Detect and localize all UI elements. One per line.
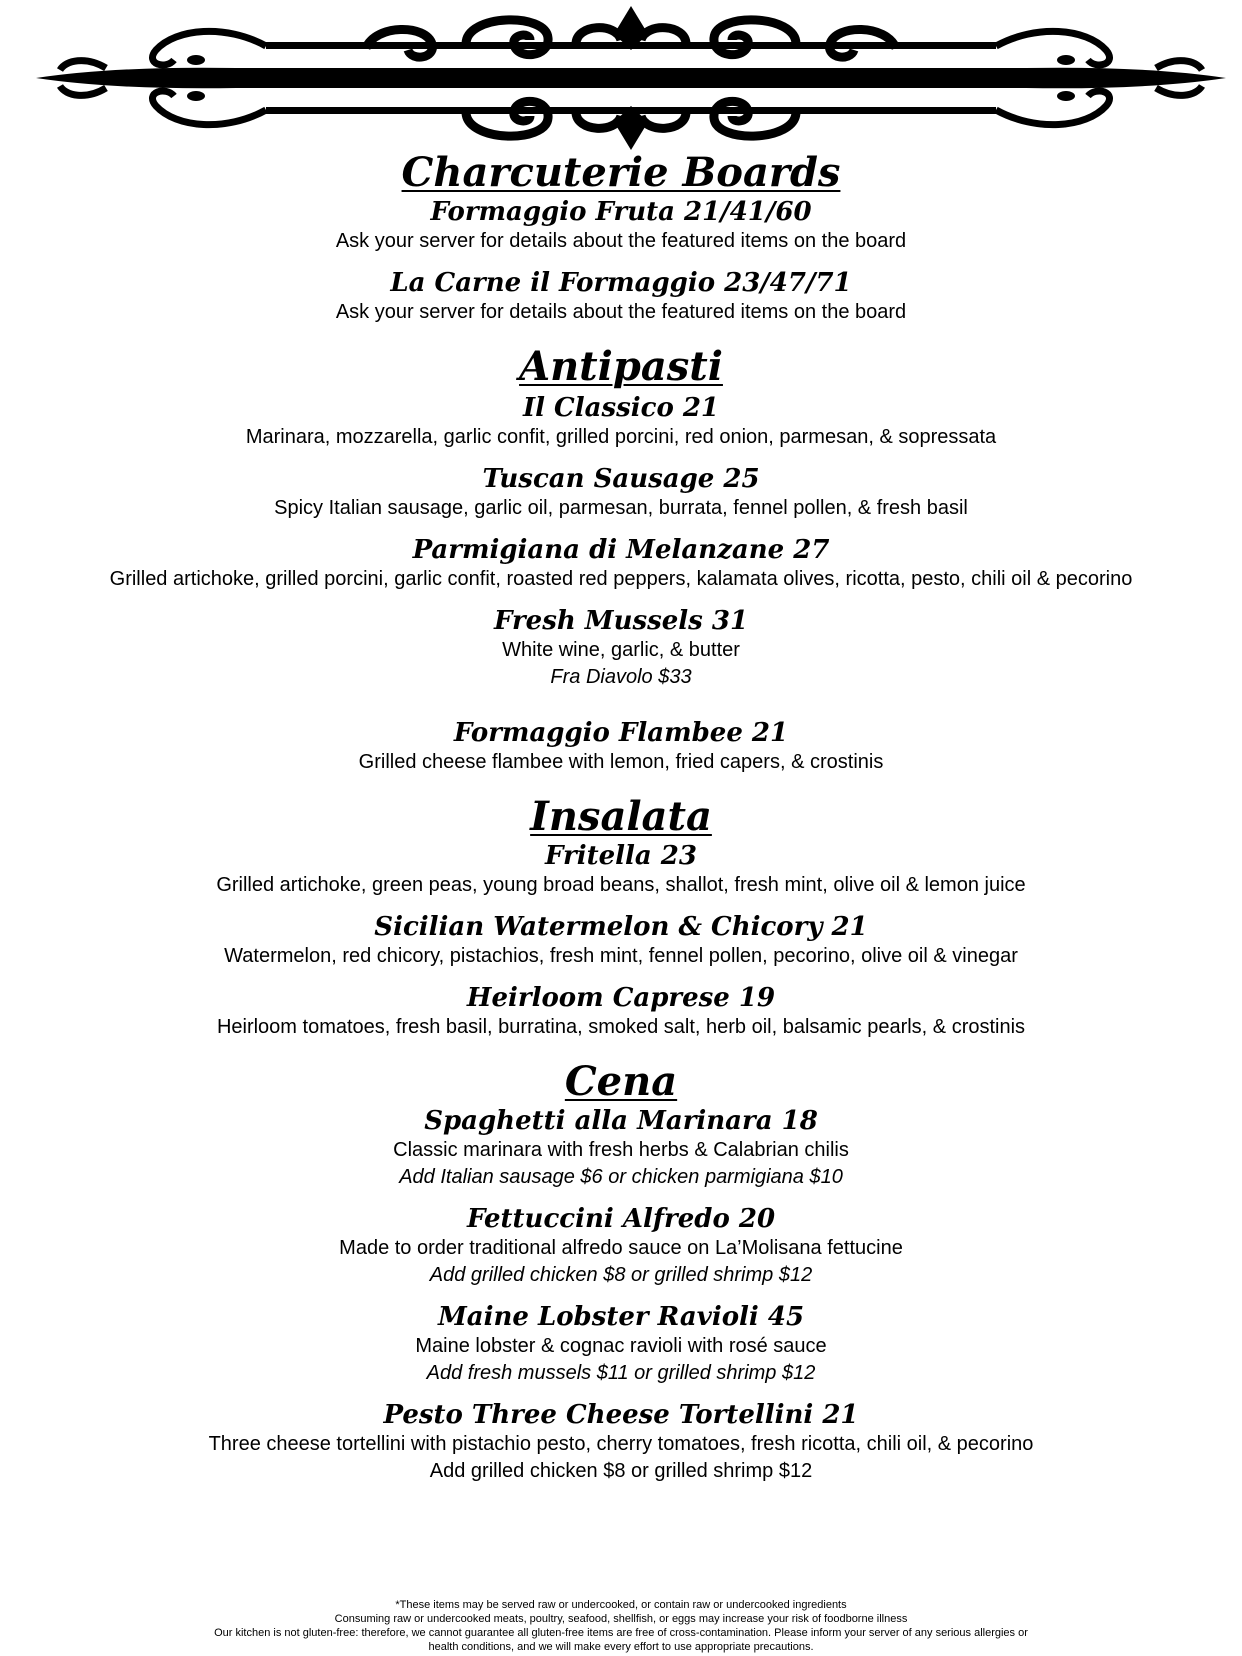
section-cena bbox=[0, 1059, 1242, 1485]
item-name: Il Classico 21 bbox=[522, 393, 720, 423]
footer-line: *These items may be served raw or undercooked, or contain raw or undercooked ingredients bbox=[395, 1599, 847, 1611]
menu-item bbox=[0, 840, 1242, 899]
scroll-ornament-icon bbox=[36, 4, 1226, 152]
item-description: Spicy Italian sausage, garlic oil, parmesan, burrata, fennel pollen, & fresh basil bbox=[274, 497, 968, 519]
item-addon: Fra Diavolo $33 bbox=[550, 666, 692, 688]
menu-item bbox=[0, 605, 1242, 691]
menu-item bbox=[0, 717, 1242, 776]
item-name: La Carne il Formaggio 23/47/71 bbox=[390, 268, 852, 298]
menu-item bbox=[0, 1301, 1242, 1387]
item-description: Three cheese tortellini with pistachio pesto, cherry tomatoes, fresh ricotta, chili oil, & pecorino bbox=[208, 1433, 1034, 1455]
item-name: Heirloom Caprese 19 bbox=[466, 983, 776, 1013]
item-description: Grilled artichoke, green peas, young broad beans, shallot, fresh mint, olive oil & lemon juice bbox=[216, 874, 1026, 896]
menu-item bbox=[0, 1399, 1242, 1485]
section-title: Antipasti bbox=[519, 343, 723, 390]
item-description: Made to order traditional alfredo sauce on La’Molisana fettucine bbox=[339, 1237, 903, 1259]
item-description: Grilled cheese flambee with lemon, fried capers, & crostinis bbox=[358, 751, 884, 773]
item-addon: Add grilled chicken $8 or grilled shrimp $12 bbox=[429, 1460, 813, 1482]
section-antipasti bbox=[0, 344, 1242, 776]
item-name: Maine Lobster Ravioli 45 bbox=[437, 1302, 805, 1332]
footer-line: Our kitchen is not gluten-free: therefore, we cannot guarantee all gluten-free items are free of cross-contamination. Please inform your server of any serious allergies or bbox=[214, 1627, 1028, 1639]
menu-item bbox=[0, 1105, 1242, 1191]
item-name: Fritella 23 bbox=[545, 841, 697, 871]
item-addon: Add Italian sausage $6 or chicken parmigiana $10 bbox=[399, 1166, 843, 1188]
menu-item bbox=[0, 534, 1242, 593]
item-name: Pesto Three Cheese Tortellini 21 bbox=[383, 1400, 859, 1430]
item-name: Tuscan Sausage 25 bbox=[482, 464, 760, 494]
menu-item bbox=[0, 463, 1242, 522]
item-name: Sicilian Watermelon & Chicory 21 bbox=[374, 912, 868, 942]
item-description: Heirloom tomatoes, fresh basil, burratina, smoked salt, herb oil, balsamic pearls, & crostinis bbox=[216, 1016, 1026, 1038]
item-name: Parmigiana di Melanzane 27 bbox=[412, 535, 830, 565]
item-name: Formaggio Fruta 21/41/60 bbox=[430, 197, 812, 227]
item-description: Ask your server for details about the featured items on the board bbox=[335, 230, 907, 252]
menu-item bbox=[0, 982, 1242, 1041]
section-title: Charcuterie Boards bbox=[401, 149, 841, 196]
footer-disclaimer bbox=[0, 1598, 1242, 1654]
section-insalata bbox=[0, 794, 1242, 1041]
item-description: Ask your server for details about the featured items on the board bbox=[335, 301, 907, 323]
menu-item bbox=[0, 196, 1242, 255]
item-description: White wine, garlic, & butter bbox=[502, 639, 740, 661]
item-addon: Add grilled chicken $8 or grilled shrimp $12 bbox=[429, 1264, 813, 1286]
item-name: Fresh Mussels 31 bbox=[493, 606, 749, 636]
item-description: Maine lobster & cognac ravioli with rosé sauce bbox=[415, 1335, 827, 1357]
menu-item bbox=[0, 267, 1242, 326]
menu-item bbox=[0, 1203, 1242, 1289]
item-name: Fettuccini Alfredo 20 bbox=[466, 1204, 776, 1234]
item-addon: Add fresh mussels $11 or grilled shrimp $12 bbox=[426, 1362, 816, 1384]
section-charcuterie bbox=[0, 150, 1242, 326]
menu-item bbox=[0, 392, 1242, 451]
footer-line: health conditions, and we will make every effort to use appropriate precautions. bbox=[428, 1641, 814, 1653]
item-description: Classic marinara with fresh herbs & Calabrian chilis bbox=[393, 1139, 849, 1161]
item-name: Spaghetti alla Marinara 18 bbox=[424, 1106, 818, 1136]
section-title: Cena bbox=[564, 1058, 678, 1105]
section-title: Insalata bbox=[530, 793, 712, 840]
item-description: Watermelon, red chicory, pistachios, fresh mint, fennel pollen, pecorino, olive oil & vinegar bbox=[224, 945, 1018, 967]
item-description: Grilled artichoke, grilled porcini, garlic confit, roasted red peppers, kalamata olives, ricotta, pesto, chili oil & pecorino bbox=[109, 568, 1133, 590]
footer-line: Consuming raw or undercooked meats, poultry, seafood, shellfish, or eggs may increase your risk of foodborne illness bbox=[334, 1613, 908, 1625]
item-description: Marinara, mozzarella, garlic confit, grilled porcini, red onion, parmesan, & sopressata bbox=[245, 426, 997, 448]
item-name: Formaggio Flambee 21 bbox=[453, 718, 789, 748]
menu-item bbox=[0, 911, 1242, 970]
menu-content bbox=[0, 150, 1242, 1485]
